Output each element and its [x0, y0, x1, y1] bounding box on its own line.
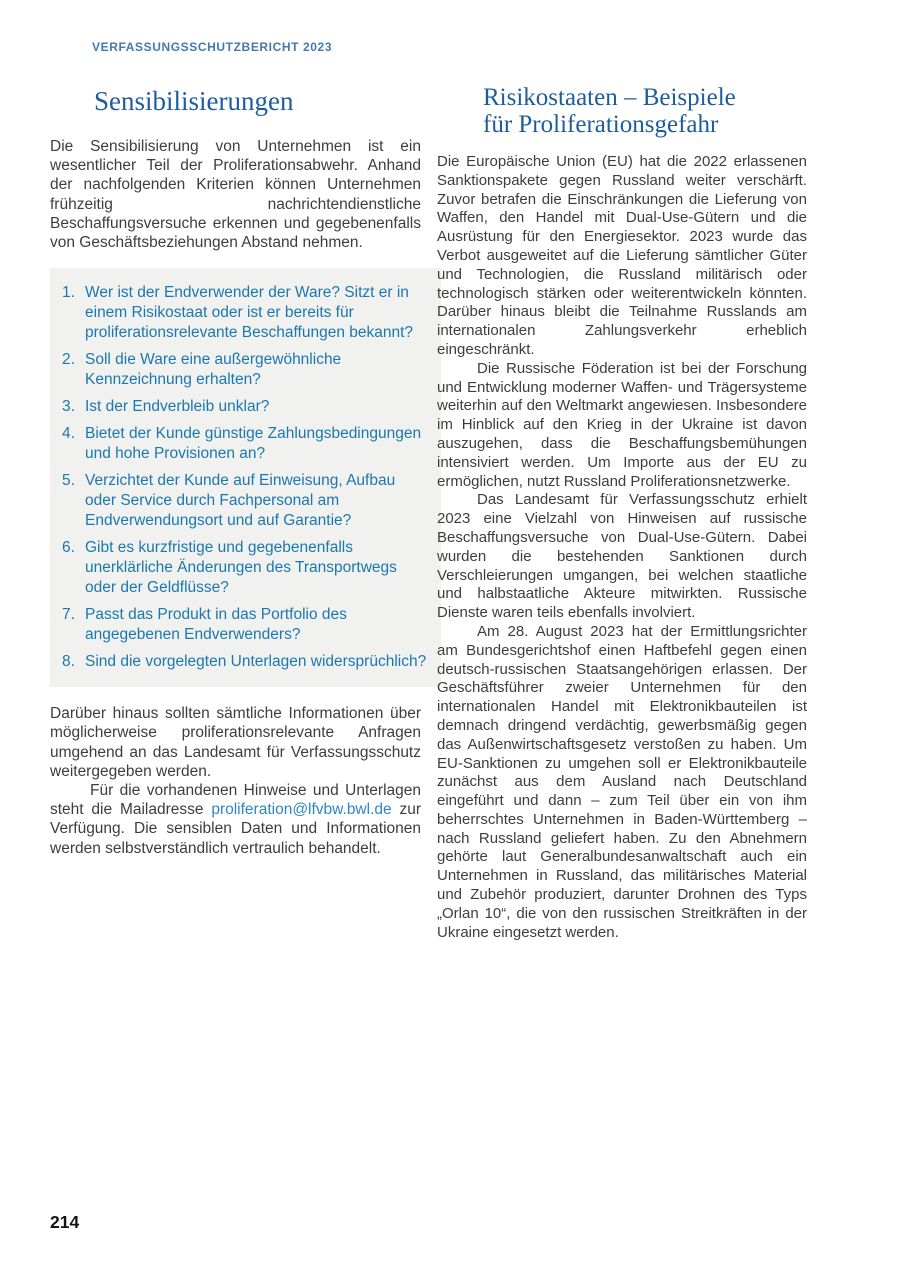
- checklist-number: 4.: [62, 425, 75, 443]
- left-column: [50, 86, 427, 858]
- checklist-item: [62, 397, 427, 417]
- heading-line-2: für Proliferationsgefahr: [483, 111, 719, 138]
- checklist-text: Ist der Endverbleib unklar?: [85, 398, 270, 416]
- paragraph-landesamt-hinweise: Das Landesamt für Verfassungsschutz erhielt 2023 eine Vielzahl von Hinweisen auf russische Beschaffungsversuche von Dual-Use-Gütern. Dabei wurden die bestehenden Sanktionen durch Verschleierungen umgangen, bei welchen staatliche und halbstaatliche Akteure mitwirkten. Russische Dienste waren teils ebenfalls involviert.: [437, 491, 807, 622]
- paragraph-haftbefehl: Am 28. August 2023 hat der Ermittlungsrichter am Bundesgerichtshof einen Haftbefehl gegen einen deutsch-russischen Staatsangehörigen erlassen. Der Geschäftsführer zweier Unternehmen für den internationalen Handel mit Elektronikbauteilen ist demnach dringend verdächtig, gewerbsmäßig gegen das Außenwirtschaftsgesetz verstoßen zu haben. Um EU-Sanktionen zu umgehen soll er Elektronikbauteile zunächst aus dem Ausland nach Deutschland eingeführt und dann – zum Teil über ein von ihm beherrschtes Unternehmen in Baden-Württemberg – nach Russland geliefert haben. Zu den Abnehmern gehörte laut Generalbundesanwaltschaft auch ein Unternehmen in Russland, das militärisches Material und Zubehör produziert, darunter Drohnen des Typs „Orlan 10“, die von den russischen Streitkräften in der Ukraine eingesetzt werden.: [437, 622, 807, 941]
- checklist-box: [50, 268, 441, 687]
- section-heading-risikostaaten: [483, 84, 807, 138]
- checklist-number: 7.: [62, 606, 75, 624]
- checklist-text: Sind die vorgelegten Unterlagen widersprüchlich?: [85, 653, 427, 671]
- checklist-number: 2.: [62, 351, 75, 369]
- paragraph-russian-federation: Die Russische Föderation ist bei der Forschung und Entwicklung moderner Waffen- und Trägersysteme weiterhin auf den Weltmarkt angewiesen. Insbesondere im Hinblick auf den Krieg in der Ukraine ist davon auszugehen, dass die Beschaffungsbemühungen intensiviert werden. Um Importe aus der EU zu ermöglichen, nutzt Russland Proliferationsnetzwerke.: [437, 359, 807, 490]
- paragraph-eu-sanctions: Die Europäische Union (EU) hat die 2022 erlassenen Sanktionspakete gegen Russland weiter verschärft. Zuvor betrafen die Einschränkungen die Lieferung von Waffen, den Handel mit Dual-Use-Gütern und die Ausrüstung für den Energiesektor. 2023 wurde das Verbot ausgeweitet auf die Lieferung sämtlicher Güter und Technologien, die Russland militärisch oder technologisch stärken oder weiterentwickeln könnten. Darüber hinaus bleibt die Teilnahme Russlands am internationalen Zahlungsverkehr erheblich eingeschränkt.: [437, 153, 807, 358]
- outro-paragraph-1: Darüber hinaus sollten sämtliche Informationen über möglicherweise proliferationsrelevante Anfragen umgehend an das Landesamt für Verfassungsschutz weitergegeben werden.: [50, 705, 421, 780]
- checklist-item: [62, 605, 427, 645]
- proliferation-email-link[interactable]: proliferation@lfvbw.bwl.de: [211, 801, 392, 819]
- checklist-item: [62, 283, 427, 343]
- outro-paragraph-2-after: zur Verfügung. Die sensiblen Daten und Informationen werden selbstverständlich vertraulich behandelt.: [50, 801, 421, 857]
- outro-paragraph-2: [50, 781, 421, 858]
- checklist-number: 5.: [62, 472, 75, 490]
- section-heading-sensibilisierungen: Sensibilisierungen: [94, 86, 294, 116]
- checklist-text: Passt das Produkt in das Portfolio des angegebenen Endverwenders?: [85, 606, 347, 644]
- checklist-text: Wer ist der Endverwender der Ware? Sitzt er in einem Risikostaat oder ist er bereits für proliferationsrelevante Beschaffungen bekannt?: [85, 284, 414, 342]
- checklist-number: 3.: [62, 398, 75, 416]
- checklist-item: [62, 652, 427, 672]
- page-number: 214: [50, 1212, 80, 1232]
- right-column-body: [437, 153, 807, 942]
- checklist-text: Gibt es kurzfristige und gegebenenfalls unerklärliche Änderungen des Transportwegs oder der Geldflüsse?: [85, 539, 397, 597]
- checklist-item: [62, 350, 427, 390]
- outro-text: [50, 704, 421, 858]
- heading-line-1: Risikostaaten – Beispiele: [483, 84, 736, 111]
- checklist-item: [62, 471, 427, 531]
- checklist-text: Soll die Ware eine außergewöhnliche Kennzeichnung erhalten?: [85, 351, 342, 389]
- intro-paragraph: Die Sensibilisierung von Unternehmen ist ein wesentlicher Teil der Proliferationsabwehr. Anhand der nachfolgenden Kriterien können Unternehmen frühzeitig nachrichtendienstliche Beschaffungsversuche erkennen und gegebenenfalls von Geschäftsbeziehungen Abstand nehmen.: [50, 138, 421, 252]
- checklist-text: Bietet der Kunde günstige Zahlungsbedingungen und hohe Provisionen an?: [85, 425, 422, 463]
- checklist-number: 8.: [62, 653, 75, 671]
- checklist-text: Verzichtet der Kunde auf Einweisung, Aufbau oder Service durch Fachpersonal am Endverwendungsort und auf Garantie?: [85, 472, 396, 530]
- right-column: [437, 84, 807, 942]
- running-header: VERFASSUNGSSCHUTZBERICHT 2023: [92, 40, 333, 54]
- checklist-item: [62, 424, 427, 464]
- checklist-number: 6.: [62, 539, 75, 557]
- checklist-number: 1.: [62, 284, 75, 302]
- checklist-item: [62, 538, 427, 598]
- outro-paragraph-2-before: Für die vorhandenen Hinweise und Unterlagen steht die Mailadresse: [50, 782, 421, 819]
